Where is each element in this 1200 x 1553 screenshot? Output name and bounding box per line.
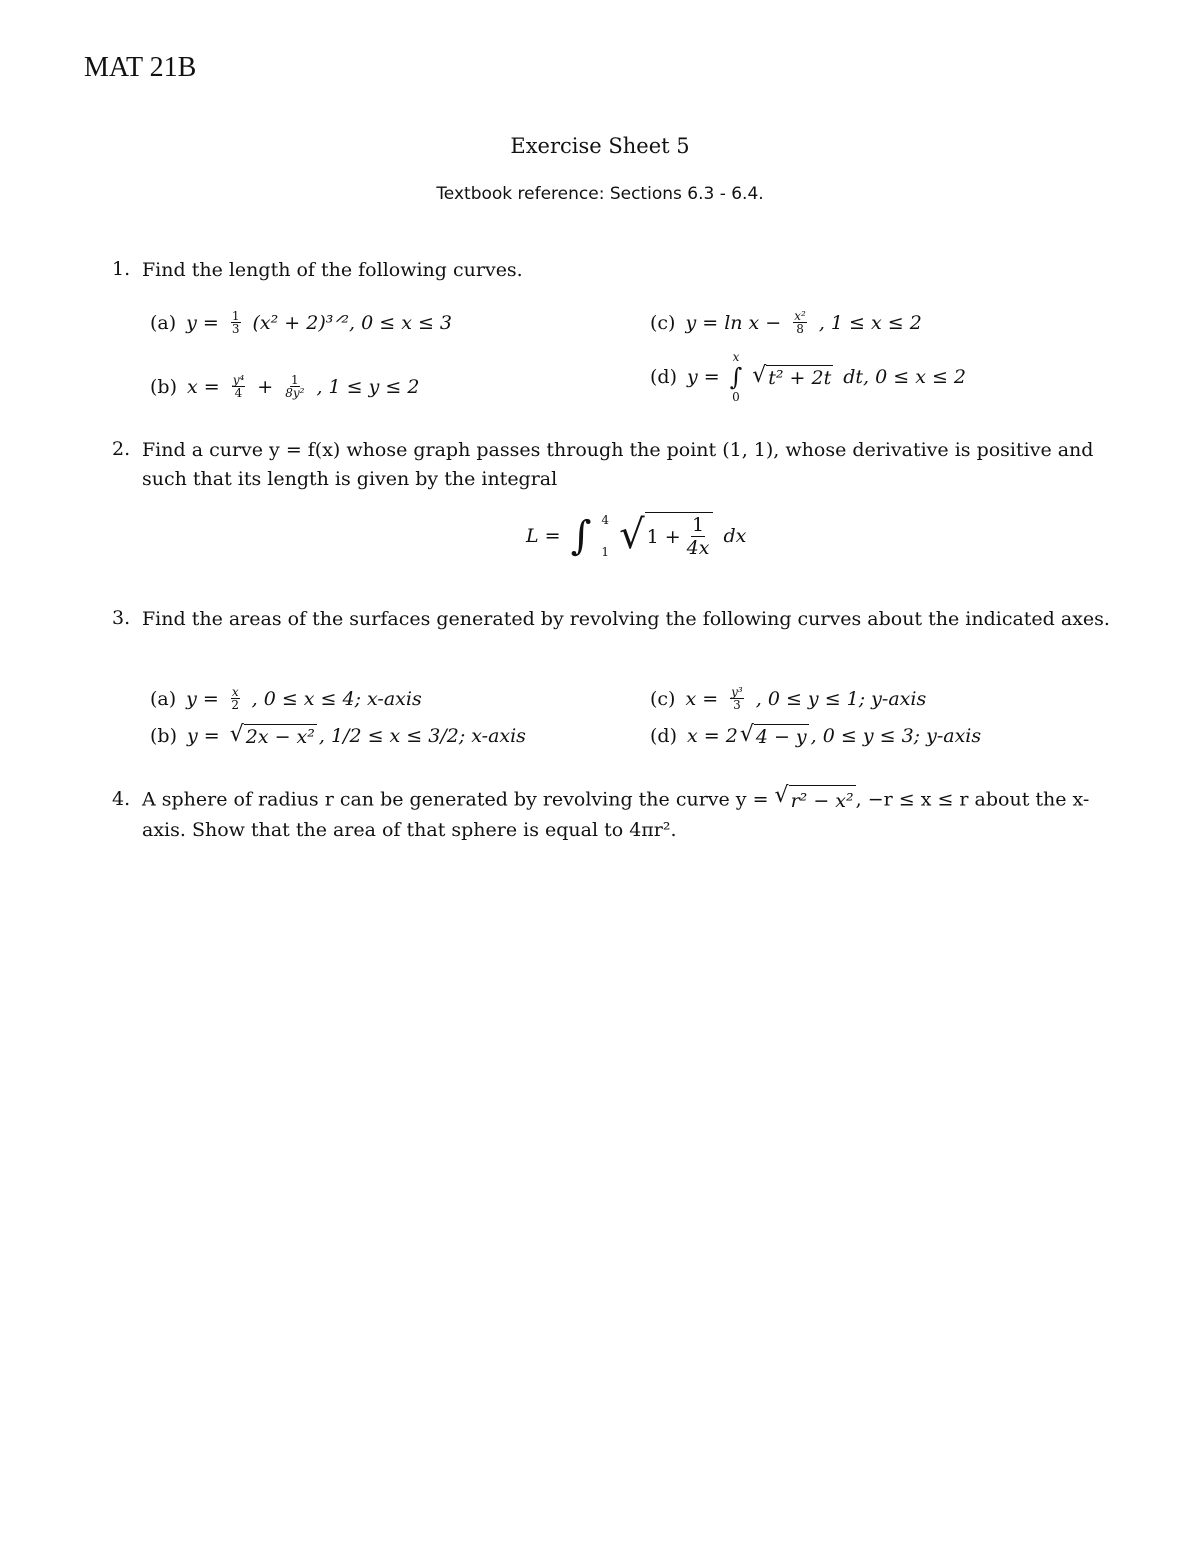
lower-limit: 0: [732, 390, 740, 404]
radicand: t² + 2t: [768, 367, 832, 389]
course-code: MAT 21B: [84, 52, 197, 83]
problem-3b: [150, 724, 526, 748]
radical-sign: √: [752, 363, 767, 388]
expression: , 1/2 ≤ x ≤ 3/2; x-axis: [318, 725, 526, 747]
lhs: y =: [687, 366, 720, 388]
radicand: r² − x²: [789, 785, 856, 816]
integral-sign: ∫: [570, 512, 592, 559]
lhs: y =: [186, 311, 219, 334]
fraction: [687, 514, 710, 559]
radicand: 2x − x²: [245, 726, 315, 748]
lhs: L =: [526, 524, 561, 547]
upper-limit: 4: [601, 512, 610, 527]
radicand: [645, 512, 714, 559]
problem-4-text-a: A sphere of radius r can be generated by revolving the curve y =: [142, 788, 769, 811]
denominator: 8: [796, 322, 804, 336]
radical-sign: √: [229, 722, 244, 747]
problem-4-text: [142, 785, 1117, 845]
expression: , 0 ≤ y ≤ 3; y-axis: [810, 725, 982, 747]
denominator: 4x: [686, 537, 710, 559]
fraction: [730, 686, 744, 711]
numerator: y⁴: [232, 373, 245, 387]
numerator: 1: [231, 309, 240, 323]
sheet-title: Exercise Sheet 5: [510, 134, 690, 158]
fraction-1: [232, 374, 246, 399]
numerator: 1: [691, 514, 705, 536]
problem-3c: [650, 686, 926, 711]
expression: , 0 ≤ x ≤ 4; x-axis: [251, 687, 422, 710]
radical-sign: √: [774, 783, 789, 808]
item-label: (a): [150, 311, 177, 334]
fraction: [231, 686, 240, 711]
expression: (x² + 2)³ᐟ², 0 ≤ x ≤ 3: [252, 311, 452, 334]
problem-4-number: 4.: [112, 788, 131, 810]
square-root: [752, 365, 833, 389]
problem-3d: [650, 724, 981, 748]
denominator: 3: [231, 322, 240, 336]
numerator: y³: [731, 685, 743, 699]
expression: , 1 ≤ y ≤ 2: [316, 375, 420, 398]
numerator: 1: [291, 373, 299, 387]
differential: dx: [723, 524, 747, 547]
square-root: [775, 785, 856, 816]
problem-1b: [150, 374, 419, 399]
square-root: [230, 724, 317, 748]
one-plus: 1 +: [646, 525, 681, 548]
lhs: y =: [186, 687, 219, 710]
radicand: 4 − y: [755, 726, 807, 748]
denominator: 2: [231, 698, 240, 712]
problem-3-number: 3.: [112, 607, 131, 629]
integral-sign: ∫: [729, 363, 743, 391]
problem-3-text: Find the areas of the surfaces generated by revolving the following curves about the indicated axes.: [142, 608, 1110, 630]
denominator: 4: [234, 386, 243, 400]
problem-4-text-b: , −r ≤ x ≤ r about the x-axis. Show that the area of that sphere is equal to 4πr².: [142, 788, 1090, 841]
square-root: [619, 512, 713, 559]
fraction: [231, 310, 241, 335]
item-label: (a): [150, 687, 177, 710]
lhs: x = 2: [687, 725, 738, 747]
problem-1-number: 1.: [112, 258, 131, 280]
problem-1d: [650, 350, 966, 404]
square-root: [740, 724, 809, 748]
textbook-reference: Textbook reference: Sections 6.3 - 6.4.: [436, 184, 764, 204]
item-label: (c): [650, 687, 676, 710]
numerator: x²: [794, 309, 806, 323]
item-label: (c): [650, 311, 676, 334]
problem-2-text: Find a curve y = f(x) whose graph passes through the point (1, 1), whose derivative is positive and such that its length is given by the integral: [142, 439, 1094, 490]
expression: dt, 0 ≤ x ≤ 2: [843, 366, 967, 388]
lhs: y = ln x −: [685, 311, 782, 334]
fraction-2: [285, 374, 304, 399]
lhs: x =: [187, 375, 220, 398]
item-label: (d): [650, 366, 677, 388]
lower-limit: 1: [601, 544, 610, 559]
lhs: x =: [685, 687, 719, 710]
denominator: 8y²: [285, 386, 305, 400]
problem-1a: [150, 310, 452, 335]
expression: , 0 ≤ y ≤ 1; y-axis: [755, 687, 927, 710]
plus-sign: +: [257, 375, 274, 398]
numerator: x: [231, 685, 239, 699]
problem-1-text: Find the length of the following curves.: [142, 259, 523, 281]
item-label: (b): [150, 725, 177, 747]
integral-with-limits: [730, 350, 743, 404]
problem-1c: [650, 310, 922, 335]
radical-sign: √: [619, 512, 645, 558]
item-label: (b): [150, 375, 177, 398]
problem-2-number: 2.: [112, 438, 131, 460]
problem-2-formula: [526, 512, 746, 559]
radical-sign: √: [739, 722, 754, 747]
item-label: (d): [650, 725, 677, 747]
problem-3a: [150, 686, 422, 711]
integral-limits: [601, 513, 609, 559]
fraction: [793, 310, 807, 335]
expression: , 1 ≤ x ≤ 2: [818, 311, 922, 334]
upper-limit: x: [732, 350, 740, 364]
lhs: y =: [187, 725, 220, 747]
denominator: 3: [733, 698, 741, 712]
